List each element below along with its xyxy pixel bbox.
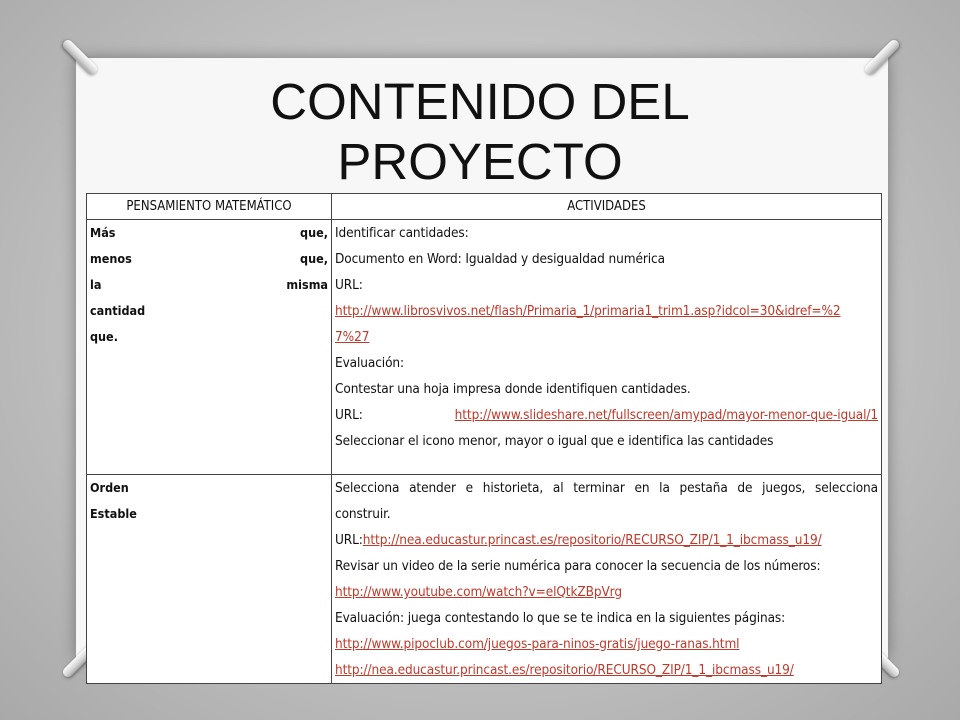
url-line: [335, 527, 878, 553]
topic-line: Estable: [90, 506, 137, 521]
pipoclub-link[interactable]: http://www.pipoclub.com/juegos-para-ninos-gratis/juego-ranas.html: [335, 636, 740, 652]
youtube-link[interactable]: http://www.youtube.com/watch?v=elQtkZBpVrg: [335, 584, 622, 600]
activity-text: Evaluación: juega contestando lo que se te indica en la siguientes páginas:: [335, 610, 786, 626]
table-header-row: [87, 194, 882, 220]
activity-text: Documento en Word: Igualdad y desigualdad numérica: [335, 251, 665, 267]
activity-text: Identificar cantidades:: [335, 225, 469, 241]
content-table: [86, 193, 882, 684]
url-label: URL:: [335, 407, 363, 423]
topic-line: la misma: [90, 277, 328, 292]
activities-cell: [332, 475, 882, 684]
header-actividades: ACTIVIDADES: [332, 194, 882, 220]
educastur-link[interactable]: http://nea.educastur.princast.es/repositorio/RECURSO_ZIP/1_1_ibcmass_u19/: [362, 532, 822, 548]
activity-text: URL:: [335, 277, 363, 293]
title-line-1: CONTENIDO DEL: [270, 73, 690, 130]
table-row: [87, 220, 882, 475]
header-pensamiento: PENSAMIENTO MATEMÁTICO: [87, 194, 332, 220]
topic-cell: [87, 475, 332, 684]
educastur-link-2[interactable]: http://nea.educastur.princast.es/repositorio/RECURSO_ZIP/1_1_ibcmass_u19/: [335, 662, 794, 678]
topic-line: cantidad: [90, 303, 146, 318]
activities-cell: [332, 220, 882, 475]
url-label: URL:: [335, 532, 363, 548]
activity-text: Seleccionar el icono menor, mayor o igual que e identifica las cantidades: [335, 433, 774, 449]
activity-text: construir.: [335, 506, 391, 522]
activity-text: Selecciona atender e historieta, al terminar en la pestaña de juegos, selecciona: [335, 480, 878, 496]
librosvivos-link-cont[interactable]: 7%27: [335, 329, 370, 345]
librosvivos-link[interactable]: http://www.librosvivos.net/flash/Primaria_1/primaria1_trim1.asp?idcol=30&idref=%2: [335, 303, 841, 319]
url-line: [335, 402, 878, 428]
slideshare-link[interactable]: http://www.slideshare.net/fullscreen/amypad/mayor-menor-que-igual/1: [454, 407, 878, 423]
title-line-2: PROYECTO: [337, 133, 623, 190]
slide-title: [250, 72, 710, 192]
table-row: [87, 475, 882, 684]
topic-line: Más que,: [90, 225, 328, 240]
topic-line: Orden: [90, 480, 129, 495]
topic-line: que.: [90, 329, 118, 344]
activity-text: Evaluación:: [335, 355, 404, 371]
topic-cell: [87, 220, 332, 475]
activity-text: Contestar una hoja impresa donde identifiquen cantidades.: [335, 381, 691, 397]
topic-line: menos que,: [90, 251, 328, 266]
activity-text: Revisar un video de la serie numérica para conocer la secuencia de los números:: [335, 558, 821, 574]
